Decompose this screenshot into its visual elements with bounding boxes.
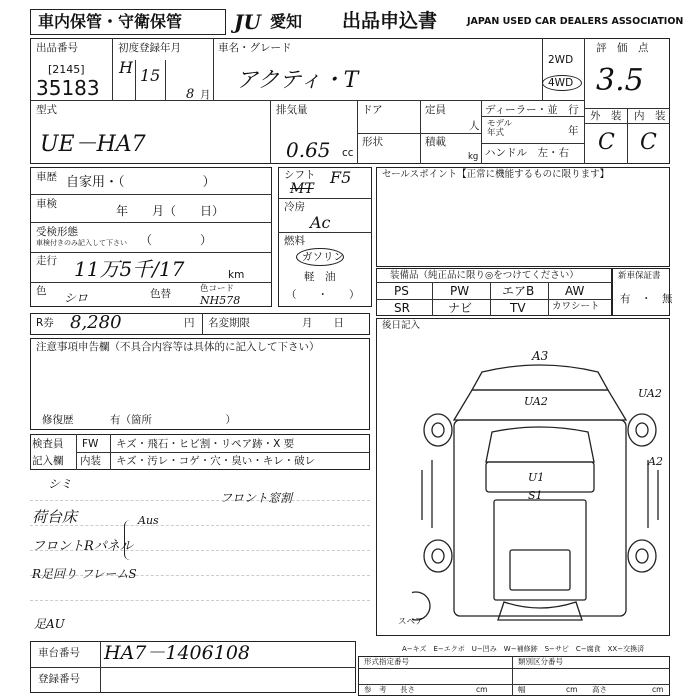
exterior-grade: C <box>598 130 615 155</box>
inspector-label1: 検査員 <box>32 438 64 450</box>
hw-u1: U1 <box>528 471 545 484</box>
displacement-unit: cc <box>342 147 354 159</box>
mileage-unit: km <box>228 269 245 281</box>
form-spec-height: 高さ <box>592 685 607 694</box>
hw-crack: フロント窓割 <box>220 491 293 505</box>
interior-label: 内 装 <box>634 110 666 122</box>
reg-year: 15 <box>140 66 161 85</box>
equip-airbag: エアB <box>502 284 535 298</box>
ac-label: 冷房 <box>284 201 305 213</box>
equip-pw: PW <box>450 284 470 298</box>
recv-value: （ ） <box>140 233 213 247</box>
repair-label: 修復歴 <box>42 414 74 426</box>
shift-label: シフト <box>284 169 316 181</box>
model-year-label: モデル 年式 <box>487 119 513 139</box>
fuel-other: （ ・ ） <box>286 289 360 301</box>
lot-sub: [2145] <box>48 63 85 76</box>
exterior-label: 外 装 <box>590 110 622 122</box>
form-spec-label1: 形式指定番号 <box>364 657 409 666</box>
equip-navi: ナビ <box>448 301 473 315</box>
handle-label: ハンドル 左・右 <box>485 147 569 159</box>
form-spec-label2: 類別区分番号 <box>518 657 563 666</box>
recycle-value: 8,280 <box>70 312 122 333</box>
interior-grade: C <box>640 130 657 155</box>
load-label: 積載 <box>425 136 446 148</box>
hw-aus: Aus <box>138 514 159 527</box>
mileage-label: 走行 <box>36 255 57 267</box>
model-value: UE－HA7 <box>40 132 146 157</box>
deadline-value: 月 日 <box>302 317 344 329</box>
shaken-value: 年 月（ 日） <box>116 204 225 218</box>
hw-s1: S1 <box>528 489 543 502</box>
shaken-label: 車検 <box>36 198 57 210</box>
fuel-gas: ガソリン <box>302 251 344 263</box>
color-value: シロ <box>64 291 89 305</box>
fuel-label: 燃料 <box>284 235 305 247</box>
load-unit: kg <box>468 152 479 162</box>
form-spec-width: 幅 <box>518 685 526 694</box>
month-unit: 月 <box>200 89 211 101</box>
form-spec-cm2: cm <box>566 685 578 694</box>
repair-value: 有（箇所 ） <box>110 414 236 426</box>
equip-tv: TV <box>510 301 526 315</box>
door-label: ドア <box>362 104 383 116</box>
ac-value: Ac <box>310 213 331 232</box>
reg-month: 8 <box>186 87 195 102</box>
spare-label: スペア <box>398 617 424 627</box>
hw-ua2-left: UA2 <box>524 395 548 408</box>
mileage-value: 11万5千/17 <box>74 257 185 281</box>
inspector-line2: キズ・汚レ・コゲ・穴・臭い・キレ・破レ <box>116 455 316 467</box>
hw-shimi: シミ <box>48 477 73 491</box>
equip-ps: PS <box>394 284 409 298</box>
drive-2wd: 2WD <box>548 54 574 66</box>
lot-label: 出品番号 <box>36 42 78 54</box>
inspector-naisou: 内装 <box>80 455 101 467</box>
shape-label: 形状 <box>362 136 383 148</box>
hw-rear-panel: フロントRパネル <box>32 539 133 554</box>
recv-label: 受検形態 <box>36 226 78 238</box>
sales-point-box <box>376 167 670 267</box>
reg-era: H <box>119 58 133 77</box>
recycle-label: R券 <box>36 317 54 329</box>
equip-sr: SR <box>394 301 410 315</box>
form-spec-cm3: cm <box>652 685 664 694</box>
fuel-diesel: 軽 油 <box>304 271 336 283</box>
car-name-label: 車名・グレード <box>218 42 292 54</box>
storage-tag-text: 車内保管・守衛保管 <box>38 12 183 31</box>
hw-a3: A3 <box>532 349 549 363</box>
shift-old: MT <box>290 181 314 197</box>
equip-aw: AW <box>565 284 585 298</box>
capacity-label: 定員 <box>425 104 446 116</box>
color-label: 色 <box>36 285 47 297</box>
form-spec-length: 長さ <box>400 685 415 694</box>
hw-a2: A2 <box>648 455 663 468</box>
form-spec-cm1: cm <box>476 685 488 694</box>
chassis-value: HA7－1406108 <box>104 642 250 664</box>
damage-legend: A−キズ E−エクボ U−凹み W−補修跡 S−サビ C−腐食 XX−交換済 <box>402 645 645 653</box>
displacement-value: 0.65 <box>286 138 331 162</box>
recv-sub: 車検付きのみ記入して下さい <box>36 239 127 247</box>
drive-4wd: 4WD <box>548 77 574 89</box>
shift-value: F5 <box>330 168 352 187</box>
warranty-label: 新車保証書 <box>618 271 661 281</box>
history-label: 車歴 <box>36 171 57 183</box>
color-code-label: 色コード <box>200 284 235 294</box>
hw-frame: R足回り フレームS <box>32 567 137 581</box>
hw-ua2-right: UA2 <box>638 387 662 400</box>
color-change-label: 色替 <box>150 288 171 300</box>
year-unit: 年 <box>568 125 579 137</box>
sales-point-label: セールスポイント【正常に機能するものに限ります】 <box>382 169 610 180</box>
hw-rr-note: 足AU <box>34 617 65 631</box>
equipment-label: 装備品（純正品に限り◎をつけてください） <box>390 270 579 281</box>
lot-number: 35183 <box>36 76 100 100</box>
form-spec-ref: 参 考 <box>364 685 387 694</box>
hw-rear-bed: 荷台床 <box>32 508 78 526</box>
displacement-label: 排気量 <box>276 104 308 116</box>
chassis-label: 車台番号 <box>38 647 80 659</box>
history-value: 自家用・（ ） <box>66 175 216 190</box>
later-entry-label: 後日記入 <box>382 320 421 331</box>
registration-label: 登録番号 <box>38 673 80 685</box>
color-code-value: NH578 <box>200 294 241 307</box>
recycle-unit: 円 <box>184 317 195 329</box>
grade-label: 評 価 点 <box>596 42 649 54</box>
model-label: 型式 <box>36 104 57 116</box>
ju-logo: JU <box>234 10 261 34</box>
dealer-label: ディーラー・並 行 <box>485 104 579 116</box>
warranty-value: 有 ・ 無 <box>620 293 673 305</box>
inspector-line1: キズ・飛石・ヒビ割・リペア跡・X 要 <box>116 438 295 450</box>
car-name-value: アクティ・T <box>236 68 359 93</box>
notes-label: 注意事項申告欄（不具合内容等は具体的に記入して下さい） <box>36 341 320 353</box>
inspector-fw: FW <box>82 438 99 450</box>
association-name: JAPAN USED CAR DEALERS ASSOCIATION <box>467 16 684 27</box>
spare-tire <box>412 592 430 620</box>
region-name: 愛知 <box>270 12 303 31</box>
inspector-label2: 記入欄 <box>32 455 64 467</box>
capacity-unit: 人 <box>469 120 480 132</box>
form-title: 出品申込書 <box>342 10 438 32</box>
reg-label: 初度登録年月 <box>118 42 181 54</box>
grade-value: 3.5 <box>596 63 644 98</box>
deadline-label: 名変期限 <box>208 317 250 329</box>
equip-leather: カワシート <box>552 301 600 312</box>
